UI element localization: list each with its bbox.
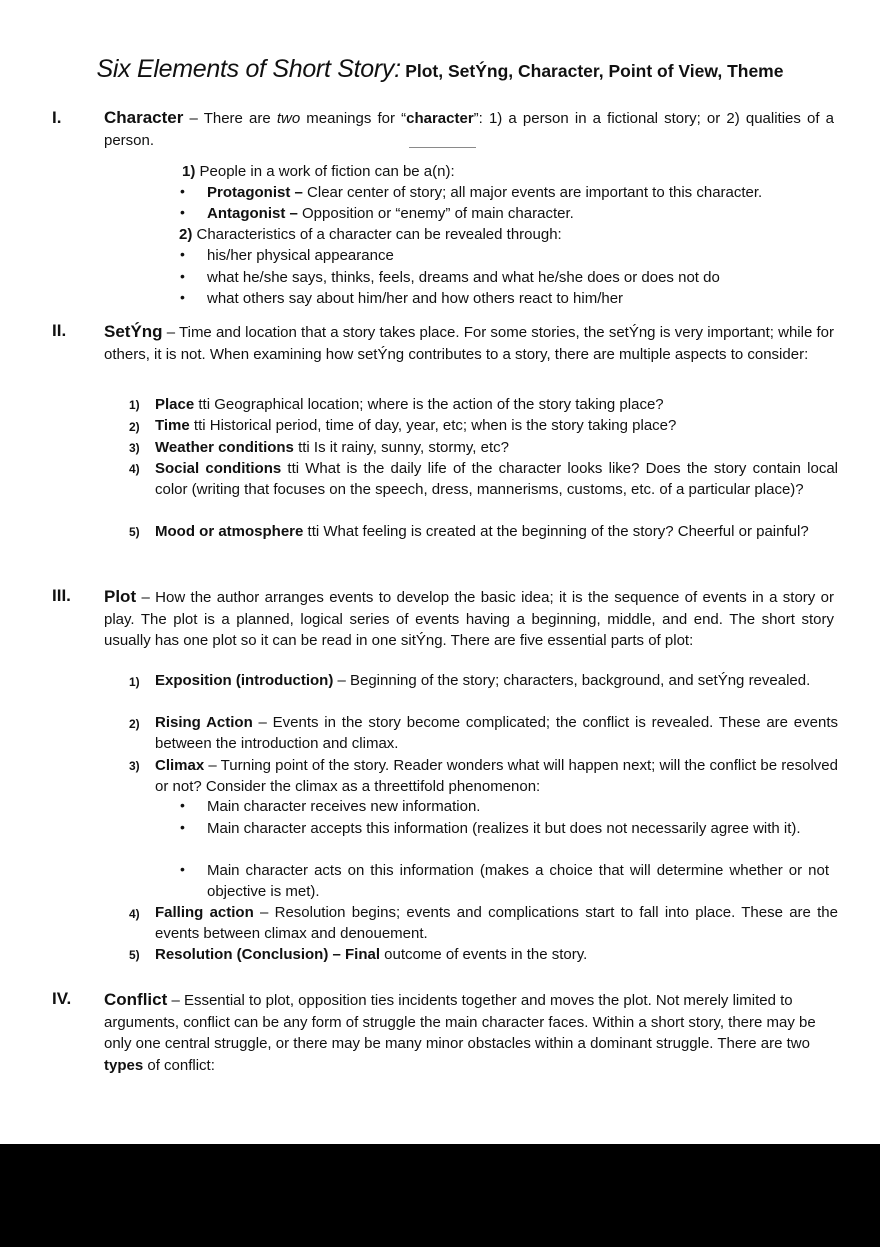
item-text: – Turning point of the story. Reader wonders what will happen next; will the conflict be resolved or not? Consider the climax as a threettifold phenomenon: <box>155 757 838 795</box>
item-text: Clear center of story; all major events are important to this character. <box>302 184 763 201</box>
item-term: Falling action <box>155 904 254 921</box>
intro-text: meanings for “ <box>300 110 407 127</box>
section-conflict-intro <box>104 989 834 1076</box>
item-text: – Events in the story become complicated; the conflict is revealed. These are events between the introduction and climax. <box>155 714 838 752</box>
bullet-icon: • <box>180 289 185 305</box>
list-item: Main character acts on this information (makes a choice that will determine whether or not objective is met). <box>207 862 829 900</box>
section-numeral: I. <box>52 108 62 127</box>
sub-text: People in a work of fiction can be a(n): <box>195 163 455 180</box>
item-number: 1) <box>129 675 140 689</box>
list-item: his/her physical appearance <box>207 247 394 264</box>
section-character-intro <box>104 107 834 151</box>
list-item <box>155 437 838 458</box>
list-item <box>207 182 762 203</box>
divider-line <box>409 147 476 148</box>
sub-number: 2) <box>179 226 193 243</box>
section-heading: Conflict <box>104 990 168 1009</box>
item-number: 3) <box>129 759 140 773</box>
character-sub2 <box>179 224 562 245</box>
item-text: outcome of events in the story. <box>380 946 588 963</box>
bullet-icon: • <box>180 861 185 877</box>
intro-text: of conflict: <box>143 1056 215 1074</box>
item-term: Climax <box>155 757 205 774</box>
item-text: tti What is the daily life of the character looks like? Does the story contain local color (writing that focuses on the speech, dress, mannerisms, customs, etc. of a particular place)? <box>155 460 839 498</box>
list-item <box>155 670 838 691</box>
item-term: Exposition (introduction) <box>155 672 334 689</box>
item-term: Time <box>155 417 190 434</box>
item-text: – Beginning of the story; characters, background, and setÝng revealed. <box>333 672 811 689</box>
intro-bold: types <box>104 1056 144 1074</box>
bullet-icon: • <box>180 819 185 835</box>
list-item <box>155 521 838 542</box>
intro-bold: character <box>406 110 474 127</box>
item-number: 5) <box>129 948 140 962</box>
item-term: Weather conditions <box>155 439 294 456</box>
bullet-icon: • <box>180 797 185 813</box>
sub-text: Characteristics of a character can be revealed through: <box>192 226 562 243</box>
list-item <box>155 415 838 436</box>
section-heading: Character <box>104 108 184 127</box>
list-item: Main character receives new information. <box>207 798 481 815</box>
item-text: tti What feeling is created at the beginning of the story? Cheerful or painful? <box>303 523 809 540</box>
list-item: what he/she says, thinks, feels, dreams and what he/she does or does not do <box>207 269 720 286</box>
item-term: Protagonist – <box>207 184 303 201</box>
intro-text: – There are <box>183 110 277 127</box>
item-number: 4) <box>129 462 140 476</box>
section-heading: Plot <box>104 587 137 606</box>
item-term: Social conditions <box>155 460 282 477</box>
title-italic: Six Elements of Short Story: <box>96 55 401 83</box>
section-setting-intro <box>104 321 834 365</box>
section-heading: SetÝng <box>104 322 163 341</box>
item-term: Antagonist – <box>207 205 298 222</box>
list-item <box>155 944 838 965</box>
list-item <box>207 203 574 224</box>
bullet-icon: • <box>180 183 185 199</box>
list-item <box>155 458 838 500</box>
item-term: Place <box>155 396 195 413</box>
item-text: tti Geographical location; where is the action of the story taking place? <box>194 396 664 413</box>
item-number: 2) <box>129 420 140 434</box>
intro-text: ”: 1) a person in a fictional story; or 2) qualities of a person. <box>104 110 835 149</box>
item-term: Rising Action <box>155 714 253 731</box>
bullet-icon: • <box>180 246 185 262</box>
item-text: tti Is it rainy, sunny, stormy, etc? <box>293 439 509 456</box>
section-numeral: III. <box>52 586 71 605</box>
bullet-icon: • <box>180 204 185 220</box>
list-item: Main character accepts this information (realizes it but does not necessarily agree with it). <box>207 820 801 837</box>
section-numeral: II. <box>52 321 67 340</box>
document-title <box>0 55 880 84</box>
list-item: what others say about him/her and how others react to him/her <box>207 290 624 307</box>
intro-italic: two <box>276 110 301 127</box>
item-text: tti Historical period, time of day, year, etc; when is the story taking place? <box>189 417 677 434</box>
list-item <box>155 394 838 415</box>
sub-number: 1) <box>182 163 196 180</box>
list-item <box>155 712 838 754</box>
item-term: Mood or atmosphere <box>155 523 304 540</box>
item-term: Resolution (Conclusion) – Final <box>155 946 380 963</box>
intro-text: – How the author arranges events to develop the basic idea; it is the sequence of events in a story or play. The plot is a planned, logical series of events having a beginning, middle, and end. The short story usually has one plot so it can be read in one sitÝng. There are five essential parts of plot: <box>104 589 834 649</box>
item-number: 3) <box>129 441 140 455</box>
item-number: 5) <box>129 525 140 539</box>
intro-text: – Time and location that a story takes place. For some stories, the setÝng is very important; while for others, it is not. When examining how setÝng contributes to a story, there are multiple aspects to consider: <box>104 324 834 363</box>
title-bold: Plot, SetÝng, Character, Point of View, Theme <box>405 61 784 81</box>
intro-text: – Essential to plot, opposition ties incidents together and moves the plot. Not merely limited to arguments, conflict can be any form of struggle the main character faces. Within a short story, there may be only one central struggle, or there may be many minor obstacles within a dominant struggle. There are two <box>104 992 816 1052</box>
item-number: 1) <box>129 398 140 412</box>
character-sub1 <box>182 161 455 182</box>
section-plot-intro <box>104 586 834 652</box>
list-item <box>155 902 838 944</box>
bullet-icon: • <box>180 268 185 284</box>
item-text: Opposition or “enemy” of main character. <box>297 205 574 222</box>
item-text: – Resolution begins; events and complications start to fall into place. These are the events between climax and denouement. <box>155 904 838 942</box>
list-item <box>155 755 838 797</box>
item-number: 4) <box>129 907 140 921</box>
section-numeral: IV. <box>52 989 72 1008</box>
item-number: 2) <box>129 717 140 731</box>
